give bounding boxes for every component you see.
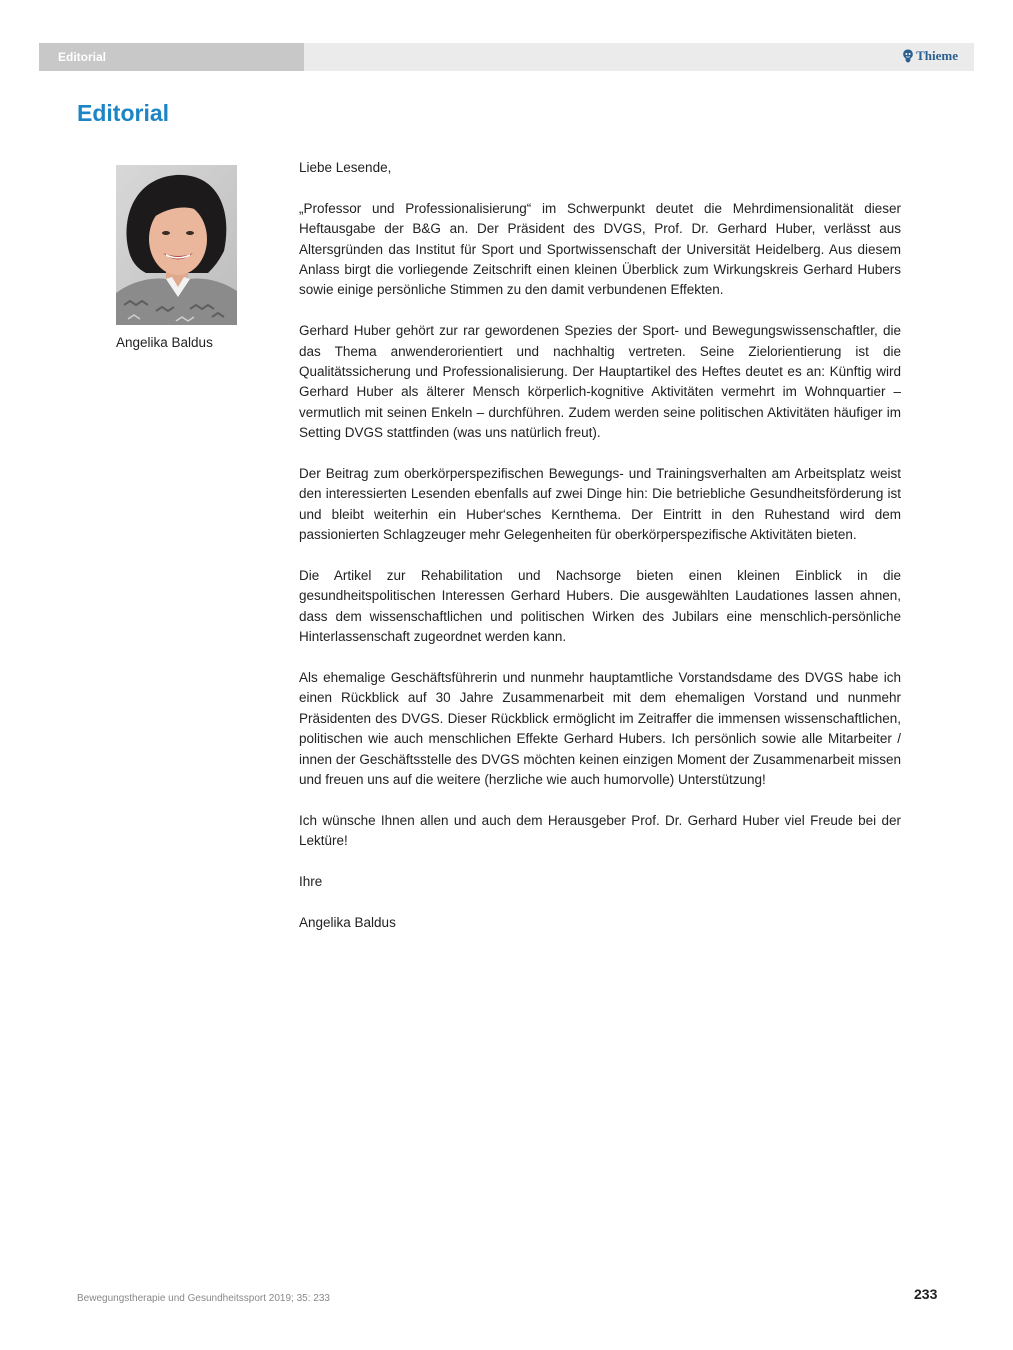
thieme-logo-icon [902,49,914,63]
salutation: Liebe Lesende, [299,160,392,175]
signature: Angelika Baldus [299,914,396,930]
page-title: Editorial [77,100,170,126]
photo-caption: Angelika Baldus [116,335,213,350]
editorial-body [299,158,901,954]
portrait-photo [116,165,237,325]
paragraph: Der Beitrag zum oberkörperspezifischen Bewegungs- und Trainingsverhalten am Arbeitsplatz weist den interessierten Lesenden ebenfalls auf zwei Dinge hin: Die betriebliche Gesundheitsförderung ist und bleibt weiterhin ein Huber‘sches Kernthema. Der Eintritt in den Ruhestand wird dem passionierten Schlagzeuger mehr Gelegenheiten für oberkörperspezifische Aktivitäten bieten. [299,466,901,543]
publisher-brand [902,48,958,64]
paragraph: Als ehemalige Geschäftsführerin und nunmehr hauptamtliche Vorstandsdame des DVGS habe ich einen Rückblick auf 30 Jahre Zusammenarbeit mit dem ehemaligen Vorstand und nunmehr Präsidenten des DVGS. Dieser Rückblick ermöglicht im Zeitraffer die immensen wissenschaftlichen, politischen wie auch menschlichen Effekte Gerhard Hubers. Ich persönlich sowie alle Mitarbeiter / innen der Geschäftsstelle des DVGS möchten keinen einzigen Moment der Zusammenarbeit missen und freuen uns auf die weitere (herzliche wie auch humorvolle) Unterstützung! [299,670,901,788]
header-bar [39,43,974,71]
paragraph: Die Artikel zur Rehabilitation und Nachsorge bieten einen kleinen Einblick in die gesundheitspolitischen Interessen Gerhard Hubers. Die ausgewählten Laudationes lassen ahnen, dass dem wissenschaftlichen und politischen Wirken des Jubilars eine menschlich-persönliche Hinterlassenschaft zugeordnet werden kann. [299,568,901,645]
section-label: Editorial [58,50,107,64]
paragraph: „Professor und Professionalisierung“ im Schwerpunkt deutet die Mehrdimensionalität dieser Heftausgabe der B&G an. Der Präsident des DVGS, Prof. Dr. Gerhard Huber, verlässt aus Altersgründen das Institut für Sport und Sportwissenschaft der Universität Heidelberg. Aus diesem Anlass birgt die vorliegende Zeitschrift einen kleinen Überblick zum Wirkungskreis Gerhard Hubers sowie einige persönliche Stimmen zu den damit verbundenen Effekten. [299,200,901,298]
journal-citation: Bewegungstherapie und Gesundheitssport 2019; 35: 233 [77,1293,330,1304]
paragraph: Gerhard Huber gehört zur rar gewordenen Spezies der Sport- und Bewegungswissenschaftler, die das Thema anwenderorientiert und nachhaltig vertreten. Seine Zielorientierung ist die Qualitätssicherung und Professionalisierung. Der Hauptartikel des Heftes deutet es an: Künftig wird Gerhard Huber als älterer Mensch körperlich-kognitive Aktivitäten vermehrt im Wohnquartier – vermutlich mit seinen Enkeln – durchführen. Zudem werden seine politischen Aktivitäten häufiger im Setting DVGS stattfinden (was uns natürlich freut). [299,323,901,441]
paragraph: Ich wünsche Ihnen allen und auch dem Herausgeber Prof. Dr. Gerhard Huber viel Freude bei der Lektüre! [299,812,901,849]
page-number: 233 [914,1286,938,1302]
section-tab [39,43,304,71]
closing: Ihre [299,874,323,890]
brand-name: Thieme [916,48,958,63]
